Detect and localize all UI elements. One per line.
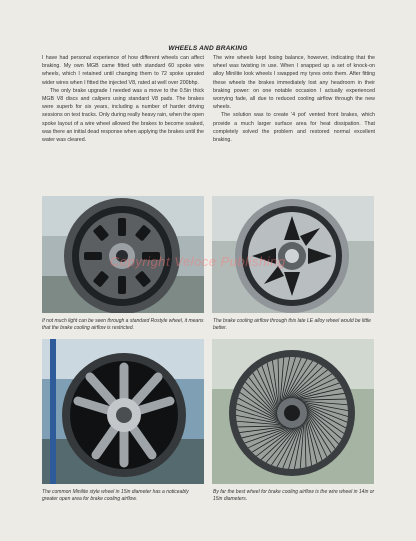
paragraph: The solution was to create '4 pot' vented front brakes, which provide a much larger surface area for heat dissipation. That completely solved the problem and restored normal excellent braking. [213,112,375,144]
caption-bottom-left: The common Minilite style wheel in 15in diameter has a noticeably greater open area for brake cooling airflow. [42,489,189,503]
right-text-column [213,54,375,144]
caption-top-left: If not much light can be seen through a standard Rostyle wheel, it means that the brake cooling airflow is restricted. [42,318,204,332]
minilite-wheel-photo [42,339,204,484]
paragraph: The only brake upgrade I needed was a move to the 0.5in thick MGB V8 discs and calipers using standard V8 pads. The brakes were superb for six years, including a number of harder driving sessions on test tracks. Only during really heavy rain, when the open spoke layout of a wire wheel allowed the brakes to become soaked, was there an initial dead response when applying the brakes until the water was cleared. [42,87,204,144]
left-text-column [42,54,204,144]
caption-bottom-right: By far the best wheel for brake cooling airflow is the wire wheel in 14in or 15in diameters. [213,489,375,503]
section-heading: WHEELS AND BRAKING [168,45,248,52]
copyright-watermark: Copyright Veloce Publishing [110,254,286,269]
paragraph: I have had personal experience of how different wheels can affect braking. My own MGB came fitted with standard 60 spoke wire wheels, which I retained until changing them to 72 spoke uprated wider wires when I fitted the injected V8, rated at well over 200bhp. [42,55,204,86]
paragraph: The wire wheels kept losing balance, however, indicating that the wheel was twisting in use. When I snapped up a set of knock-on alloy Minilite look wheels I swapped my tyres onto them. After fitting these wheels the brakes immediately lost any headroom in their braking power: on one notable occasion I actually experienced worrying fade, all due to reduced cooling airflow through the new wheels. [213,55,375,111]
caption-top-right: The brake cooling airflow through this late LE alloy wheel would be little better. [213,318,371,332]
wire-wheel-photo [212,339,374,484]
